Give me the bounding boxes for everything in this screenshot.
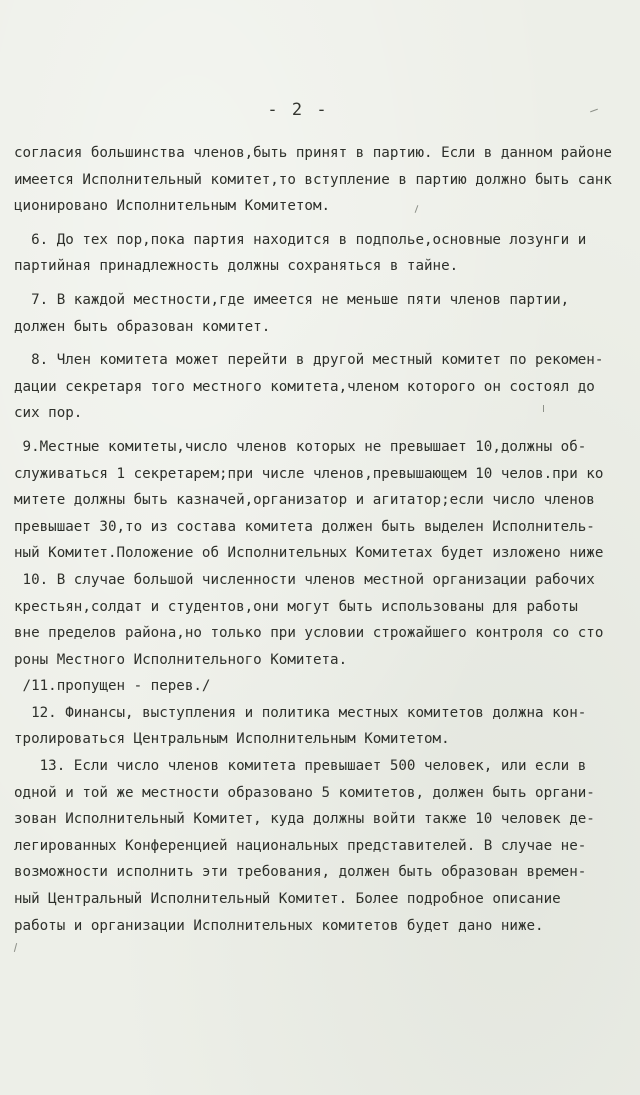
text-line: возможности исполнить эти требования, должен быть образован времен-	[14, 864, 587, 881]
text-line: 6. До тех пор,пока партия находится в подполье,основные лозунги и	[14, 231, 587, 248]
text-line: крестьян,солдат и студентов,они могут быть использованы для работы	[14, 598, 578, 615]
text-line: партийная принадлежность должны сохраняться в тайне.	[14, 258, 459, 275]
page-number: - 2 -	[267, 100, 329, 120]
paragraph-gap	[14, 220, 638, 227]
text-line: 8. Член комитета может перейти в другой местный комитет по рекомен-	[14, 352, 604, 369]
paragraph-gap	[14, 280, 638, 287]
text-line: тролироваться Центральным Исполнительным Комитетом.	[14, 731, 450, 748]
text-line: превышает 30,то из состава комитета должен быть выделен Исполнитель-	[14, 518, 595, 535]
text-line: служиваться 1 секретарем;при числе членов,превышающем 10 челов.при ко	[14, 465, 604, 482]
text-line: 12. Финансы, выступления и политика местных комитетов должна кон-	[14, 704, 587, 721]
text-line: ный Центральный Исполнительный Комитет. Более подробное описание	[14, 891, 561, 908]
text-line: вне пределов района,но только при условии строжайшего контроля со сто	[14, 625, 604, 642]
text-line: одной и той же местности образовано 5 комитетов, должен быть органи-	[14, 784, 595, 801]
text-line: легированных Конференцией национальных представителей. В случае не-	[14, 837, 587, 854]
text-line: 10. В случае большой численности членов местной организации рабочих	[14, 571, 595, 588]
text-line: ный Комитет.Положение об Исполнительных Комитетах будет изложено ниже	[14, 545, 604, 562]
text-line: согласия большинства членов,быть принят в партию. Если в данном районе	[14, 145, 612, 161]
text-line: зован Исполнительный Комитет, куда должны войти также 10 человек де-	[14, 811, 595, 828]
text-line: имеется Исполнительный комитет,то вступление в партию должно быть санк	[14, 171, 612, 188]
text-line: роны Местного Исполнительного Комитета.	[14, 651, 348, 668]
text-line: митете должны быть казначей,организатор и агитатор;если число членов	[14, 492, 595, 509]
paragraph-gap	[14, 427, 638, 434]
text-line: сих пор.	[14, 405, 83, 422]
text-line: 13. Если число членов комитета превышает 500 человек, или если в	[14, 758, 587, 775]
text-line: ционировано Исполнительным Комитетом.	[14, 198, 331, 215]
margin-mark	[543, 405, 544, 412]
text-line: должен быть образован комитет.	[14, 318, 271, 335]
paragraph-gap	[14, 340, 638, 347]
text-line: дации секретаря того местного комитета,членом которого он состоял до	[14, 378, 595, 395]
text-line: 9.Местные комитеты,число членов которых не превышает 10,должны об-	[14, 438, 587, 455]
text-line: 7. В каждой местности,где имеется не меньше пяти членов партии,	[14, 291, 570, 308]
text-line: работы и организации Исполнительных комитетов будет дано ниже.	[14, 917, 544, 934]
text-line: /11.пропущен - перев./	[14, 678, 211, 695]
margin-mark	[14, 943, 17, 952]
document-body	[14, 140, 638, 939]
